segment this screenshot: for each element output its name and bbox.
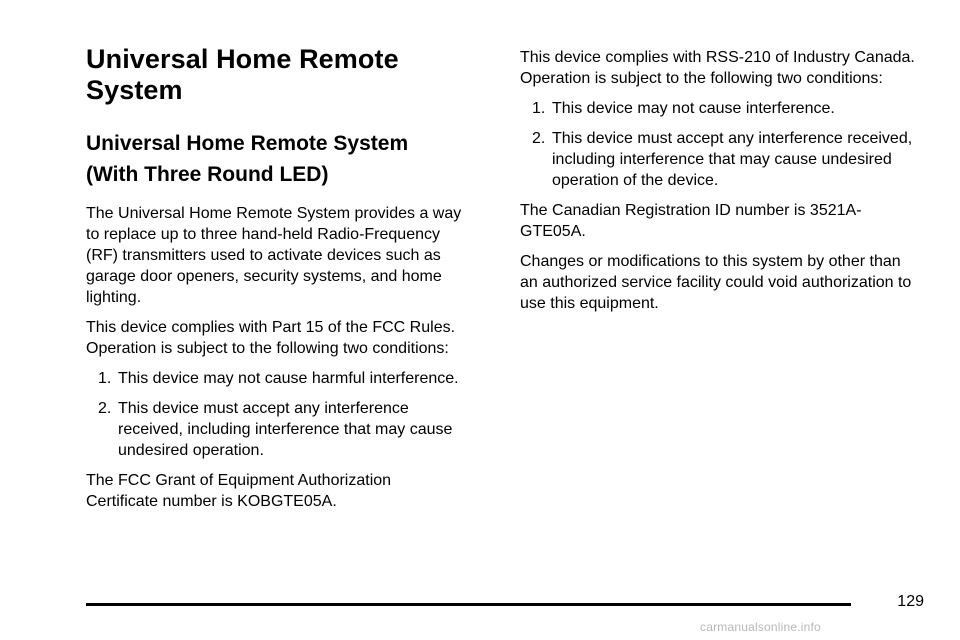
- list-item: [520, 128, 920, 191]
- ic-intro-paragraph: This device complies with RSS-210 of Industry Canada. Operation is subject to the following two conditions:: [520, 49, 915, 87]
- section-heading: Universal Home Remote System: [86, 44, 399, 105]
- list-item-text: This device must accept any interference received, including interference that may cause undesired operation.: [118, 400, 453, 459]
- list-item-text: This device may not cause harmful interference.: [118, 370, 459, 387]
- page-number: 129: [897, 593, 924, 610]
- watermark: carmanualsonline.info: [700, 620, 821, 634]
- intro-paragraph: The Universal Home Remote System provides a way to replace up to three hand-held Radio-Frequency (RF) transmitters used to activate devices such as garage door openers, security systems, and home lighting.: [86, 205, 462, 306]
- footer-rule: [86, 603, 851, 606]
- left-column: [86, 0, 466, 512]
- canadian-id-paragraph: The Canadian Registration ID number is 3521A-GTE05A.: [520, 202, 862, 240]
- changes-warning-paragraph: Changes or modifications to this system by other than an authorized service facility could void authorization to use this equipment.: [520, 253, 912, 312]
- fcc-conditions-list: [86, 368, 466, 461]
- subsection-heading: Universal Home Remote System (With Three Round LED): [86, 132, 409, 186]
- right-column: [520, 0, 920, 314]
- list-item: [86, 368, 466, 389]
- fcc-intro-paragraph: This device complies with Part 15 of the FCC Rules. Operation is subject to the following two conditions:: [86, 319, 456, 357]
- list-item-number: 2.: [532, 130, 546, 147]
- list-item-number: 2.: [98, 400, 112, 417]
- fcc-grant-paragraph: The FCC Grant of Equipment Authorization Certificate number is KOBGTE05A.: [86, 472, 392, 510]
- list-item-number: 1.: [98, 370, 112, 387]
- list-item-text: This device must accept any interference received, including interference that may cause undesired operation of the device.: [552, 130, 913, 189]
- list-item-number: 1.: [532, 100, 546, 117]
- list-item-text: This device may not cause interference.: [552, 100, 835, 117]
- list-item: [520, 98, 920, 119]
- list-item: [86, 398, 466, 461]
- ic-conditions-list: [520, 98, 920, 191]
